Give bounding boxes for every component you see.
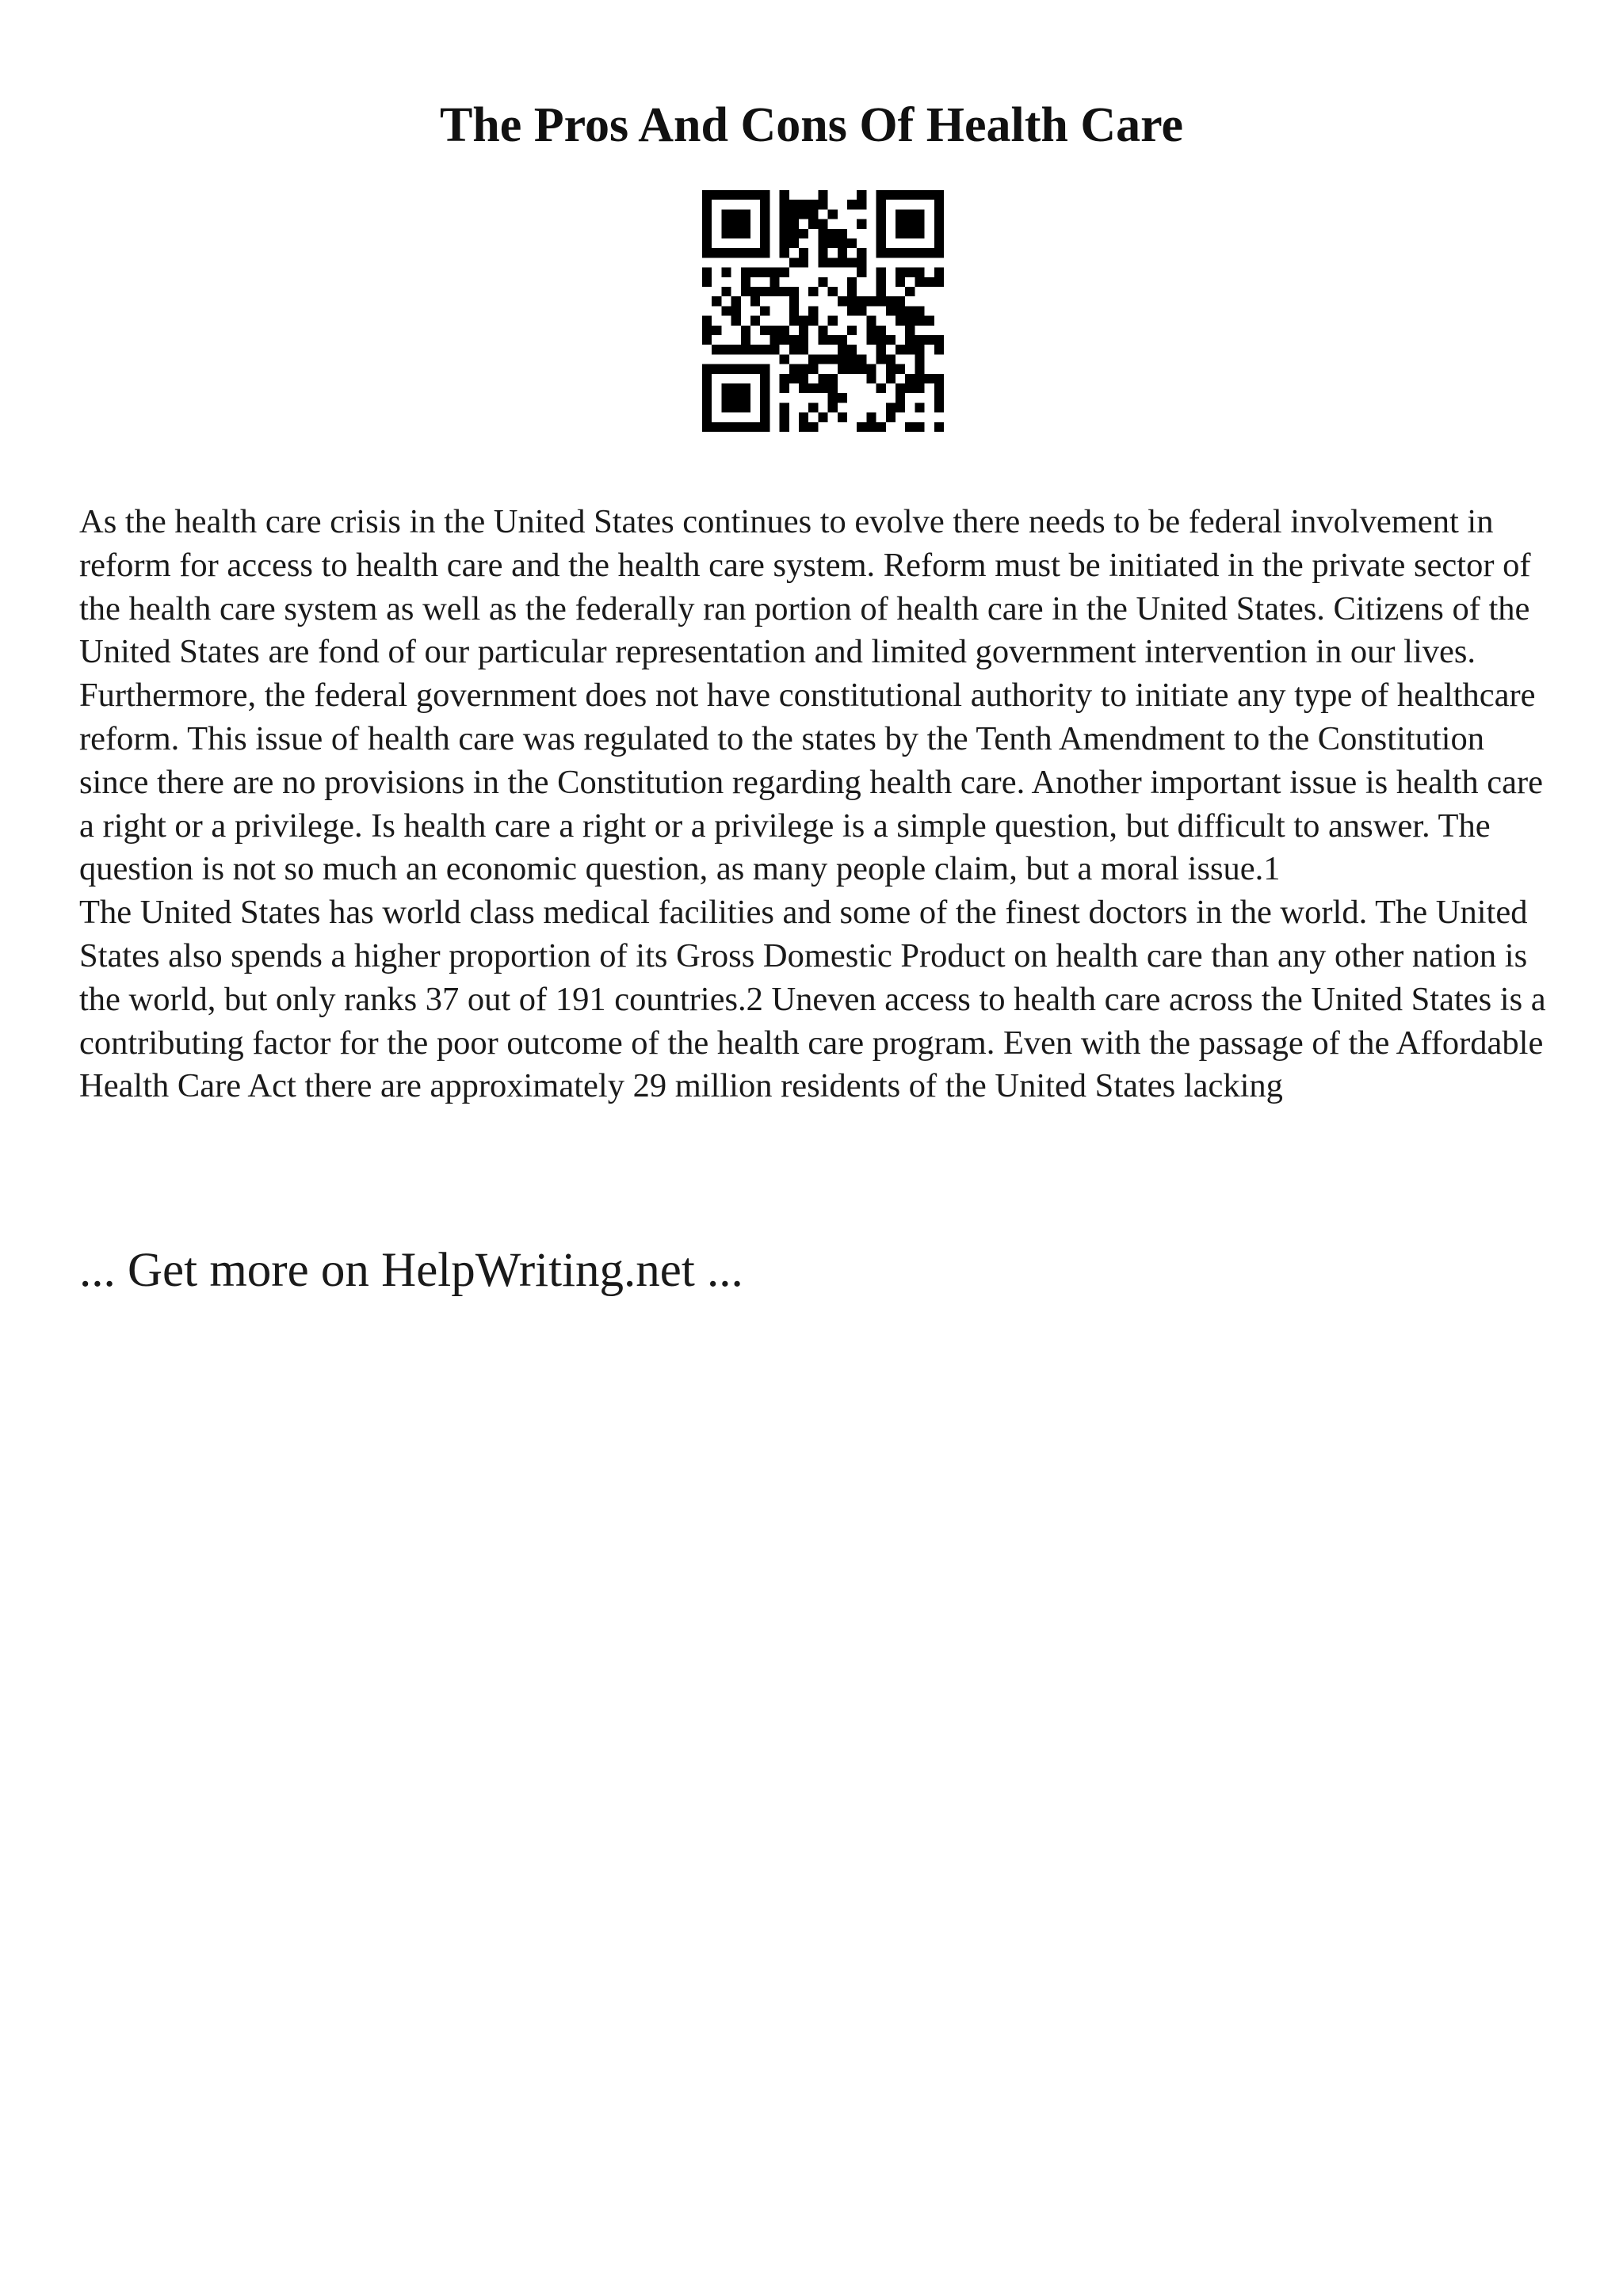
article-paragraph: The United States has world class medical facilities and some of the finest doctors in the world. The United States also spends a higher proportion of its Gross Domestic Product on health care than any other nation is the world, but only ranks 37 out of 191 countries.2 Uneven access to health care across the United States is a contributing factor for the poor outcome of the health care program. Even with the passage of the Affordable Health Care Act there are approximately 29 million residents of the United States lacking [79,894,1546,1105]
qr-code-icon [702,190,944,432]
document-title: The Pros And Cons Of Health Care [439,98,1184,152]
get-more-link[interactable]: ... Get more on HelpWriting.net ... [79,1244,743,1297]
qr-code-graphic [702,190,944,432]
article-paragraph: As the health care crisis in the United States continues to evolve there needs to be federal involvement in reform for access to health care and the health care system. Reform must be initiated in the private sector of the health care system as well as the federally ran portion of health care in the United States. Citizens of the United States are fond of our particular representation and limited government intervention in our lives. Furthermore, the federal government does not have constitutional authority to initiate any type of healthcare reform. This issue of health care was regulated to the states by the Tenth Amendment to the Constitution since there are no provisions in the Constitution regarding health care. Another important issue is health care a right or a privilege. Is health care a right or a privilege is a simple question, but difficult to answer. The question is not so much an economic question, as many people claim, but a moral issue.1 [79,503,1544,888]
article-body [79,501,1553,1108]
